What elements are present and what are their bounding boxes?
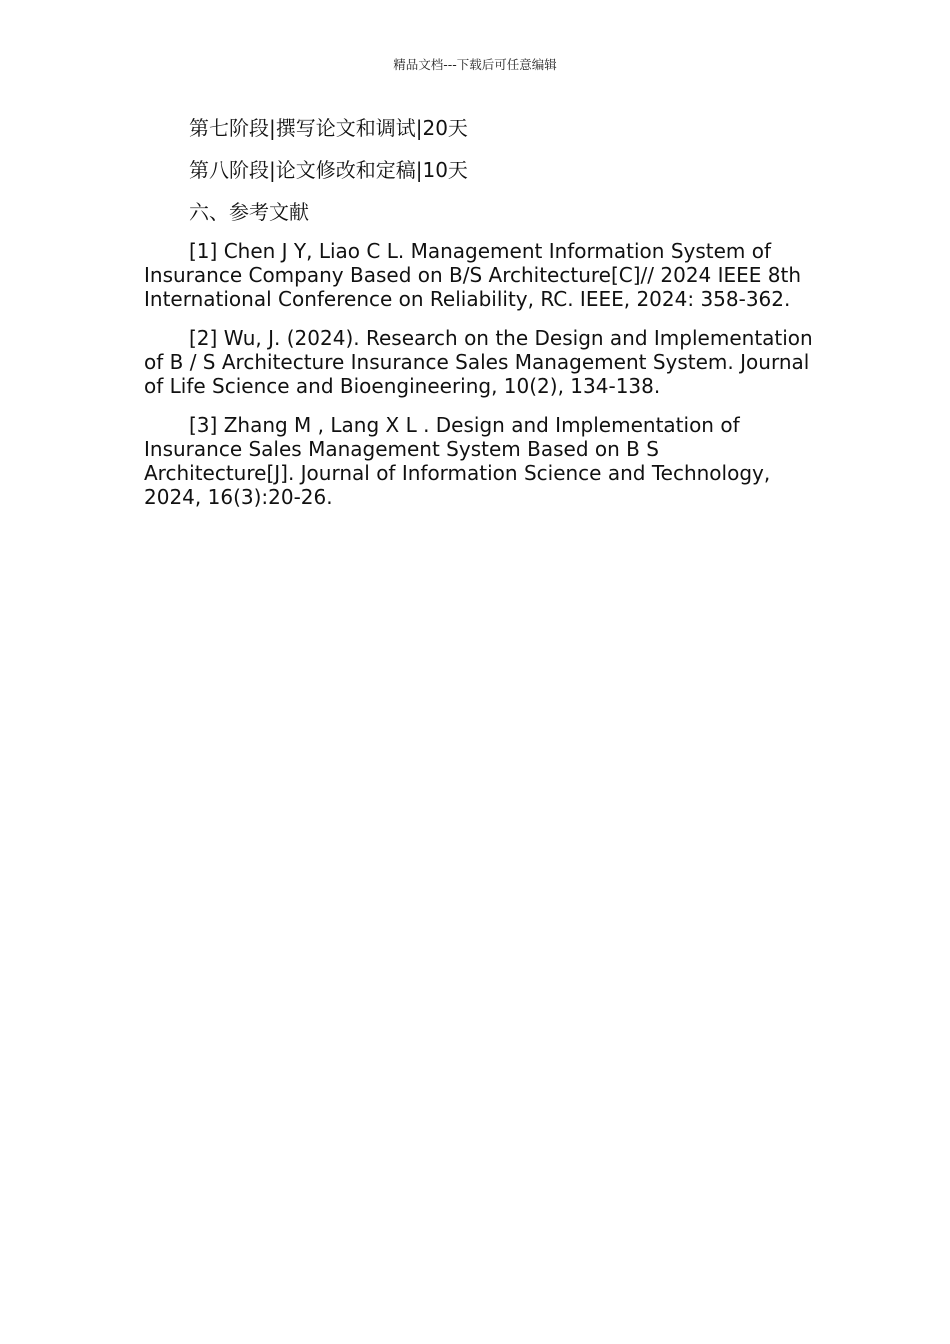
reference-item-2: [2] Wu, J. (2024). Research on the Design and Implementation of B / S Architecture Insurance Sales Management System. Journal of Life Science and Bioengineering, 10(2), 134-138. [144,326,813,398]
references-heading: 六、参考文献 [189,200,309,224]
reference-item-1: [1] Chen J Y, Liao C L. Management Information System of Insurance Company Based on B/S Architecture[C]// 2024 IEEE 8th International Conference on Reliability, RC. IEEE, 2024: 358-362. [144,239,802,311]
page-header: 精品文档---下载后可任意编辑 [393,57,557,72]
document-body [144,116,814,524]
schedule-stage-8: 第八阶段|论文修改和定稿|10天 [189,158,468,182]
schedule-stage-7: 第七阶段|撰写论文和调试|20天 [189,116,468,140]
reference-item-3: [3] Zhang M , Lang X L . Design and Implementation of Insurance Sales Management System Based on B S Architecture[J]. Journal of Information Science and Technology, 2024, 16(3):20-26. [144,413,771,509]
